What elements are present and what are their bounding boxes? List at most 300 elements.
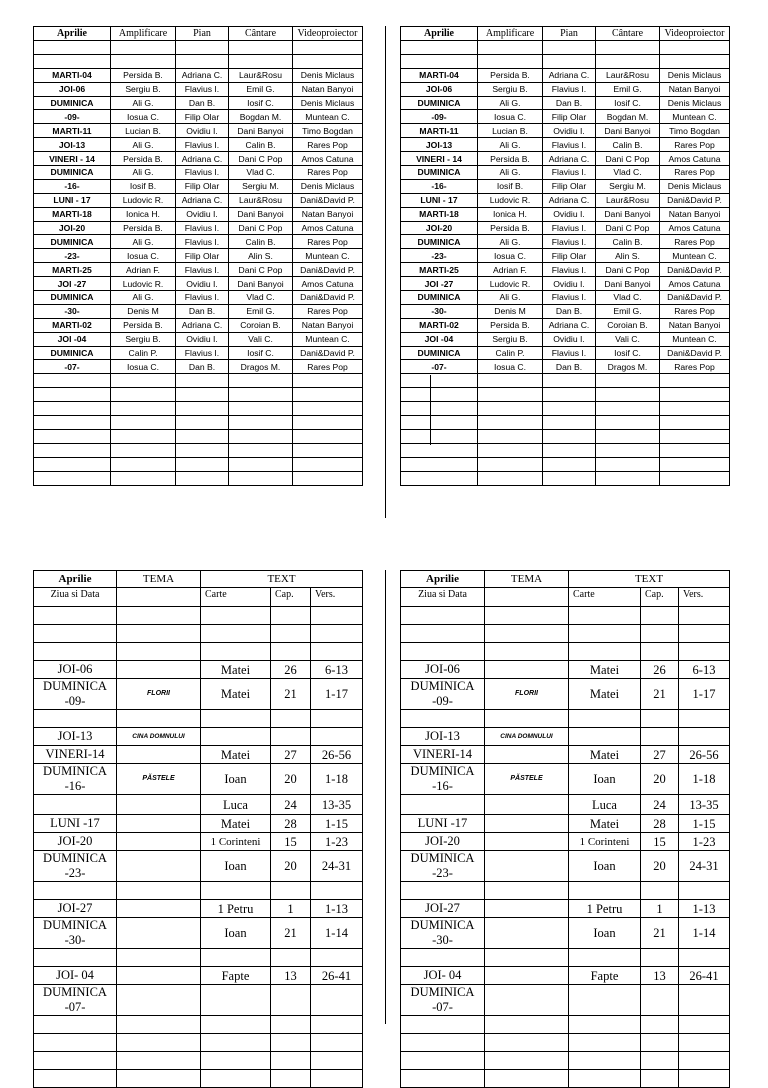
reading-cell-day: JOI-20	[34, 833, 117, 851]
reading-cell-book: Matei	[569, 746, 641, 764]
reading-cell-book	[201, 1052, 271, 1070]
reading-cell-cap	[641, 1070, 679, 1088]
schedule-cell-amplificare: Iosif B.	[111, 179, 176, 193]
schedule-cell-pian	[176, 429, 229, 443]
reading-cell-book	[569, 1034, 641, 1052]
reading-cell-vers	[311, 710, 363, 728]
schedule-cell-pian: Flavius I.	[176, 138, 229, 152]
schedule-row	[34, 82, 363, 96]
schedule-row	[401, 388, 730, 402]
reading-cell-day	[401, 1016, 485, 1034]
reading-cell-theme	[117, 795, 201, 815]
reading-cell-cap	[641, 985, 679, 1016]
schedule-row	[34, 193, 363, 207]
schedule-cell-pian	[176, 457, 229, 471]
schedule-cell-amplificare: Iosua C.	[111, 110, 176, 124]
schedule-cell-pian	[543, 429, 596, 443]
schedule-cell-day	[401, 402, 478, 416]
reading-cell-cap	[271, 607, 311, 625]
reading-cell-theme	[117, 949, 201, 967]
reading-cell-day	[34, 1016, 117, 1034]
schedule-row	[401, 179, 730, 193]
reading-cell-vers	[311, 882, 363, 900]
reading-cell-day: DUMINICA -23-	[401, 851, 485, 882]
reading-cell-book: Matei	[201, 815, 271, 833]
reading-cell-day: JOI-27	[34, 900, 117, 918]
reading-cell-day: JOI-20	[401, 833, 485, 851]
schedule-cell-videoproiector	[660, 457, 730, 471]
subheader-carte: Carte	[201, 588, 271, 607]
schedule-cell-amplificare: Persida B.	[478, 152, 543, 166]
reading-cell-vers: 1-17	[679, 679, 730, 710]
schedule-cell-cantare	[229, 41, 293, 55]
reading-cell-theme: PĂSTELE	[117, 764, 201, 795]
reading-cell-vers	[311, 1070, 363, 1088]
reading-row	[34, 728, 363, 746]
schedule-cell-day	[34, 471, 111, 485]
schedule-cell-videoproiector: Rares Pop	[293, 304, 363, 318]
schedule-row	[34, 263, 363, 277]
schedule-cell-day	[34, 457, 111, 471]
schedule-cell-videoproiector: Rares Pop	[293, 360, 363, 374]
schedule-cell-cantare: Sergiu M.	[229, 179, 293, 193]
schedule-row	[34, 68, 363, 82]
schedule-cell-videoproiector: Rares Pop	[660, 138, 730, 152]
schedule-cell-amplificare: Iosua C.	[111, 360, 176, 374]
schedule-row	[401, 138, 730, 152]
schedule-cell-pian: Filip Olar	[176, 110, 229, 124]
schedule-cell-pian: Flavius I.	[543, 235, 596, 249]
reading-cell-theme	[485, 795, 569, 815]
reading-cell-vers: 1-14	[311, 918, 363, 949]
reading-cell-vers	[311, 625, 363, 643]
reading-cell-day: JOI-13	[401, 728, 485, 746]
schedule-cell-day: DUMINICA	[34, 96, 111, 110]
reading-cell-book: Matei	[569, 679, 641, 710]
vertical-divider-top	[385, 26, 386, 518]
schedule-row	[401, 318, 730, 332]
schedule-cell-cantare: Dani C Pop	[229, 221, 293, 235]
schedule-cell-videoproiector: Muntean C.	[293, 110, 363, 124]
schedule-cell-pian: Adriana C.	[543, 193, 596, 207]
reading-cell-cap	[641, 1052, 679, 1070]
schedule-cell-cantare: Iosif C.	[229, 346, 293, 360]
schedule-cell-day: MARTI-02	[34, 318, 111, 332]
schedule-cell-day	[401, 54, 478, 68]
reading-cell-book	[201, 625, 271, 643]
reading-row	[401, 661, 730, 679]
schedule-cell-cantare: Emil G.	[229, 304, 293, 318]
schedule-cell-videoproiector: Dani&David P.	[660, 193, 730, 207]
reading-cell-vers	[679, 1070, 730, 1088]
reading-row	[401, 949, 730, 967]
schedule-cell-day	[34, 443, 111, 457]
reading-cell-day: DUMINICA -16-	[34, 764, 117, 795]
reading-cell-vers: 1-18	[679, 764, 730, 795]
schedule-cell-pian: Ovidiu I.	[176, 124, 229, 138]
reading-cell-cap	[271, 1016, 311, 1034]
schedule-cell-pian: Dan B.	[176, 360, 229, 374]
reading-cell-theme: CINA DOMNULUI	[485, 728, 569, 746]
schedule-row	[401, 193, 730, 207]
schedule-row	[34, 304, 363, 318]
reading-cell-theme	[485, 625, 569, 643]
schedule-cell-cantare: Vali C.	[596, 332, 660, 346]
reading-cell-vers	[311, 1016, 363, 1034]
schedule-row	[401, 374, 730, 388]
schedule-row	[34, 429, 363, 443]
schedule-cell-amplificare	[478, 443, 543, 457]
schedule-row	[401, 124, 730, 138]
subheader-blank	[485, 588, 569, 607]
schedule-cell-day: VINERI - 14	[401, 152, 478, 166]
schedule-cell-amplificare: Ludovic R.	[478, 193, 543, 207]
schedule-cell-amplificare: Calin P.	[478, 346, 543, 360]
reading-row	[34, 1070, 363, 1088]
schedule-cell-day: JOI-06	[34, 82, 111, 96]
schedule-cell-amplificare: Ali G.	[478, 235, 543, 249]
schedule-cell-pian: Adriana C.	[176, 193, 229, 207]
schedule-cell-videoproiector: Amos Catuna	[293, 277, 363, 291]
schedule-cell-day: VINERI - 14	[34, 152, 111, 166]
reading-cell-book: Ioan	[201, 764, 271, 795]
header-month: Aprilie	[34, 571, 117, 588]
reading-cell-cap: 15	[641, 833, 679, 851]
schedule-cell-day: -16-	[34, 179, 111, 193]
reading-cell-vers	[311, 728, 363, 746]
reading-cell-day	[34, 882, 117, 900]
schedule-cell-videoproiector: Amos Catuna	[660, 277, 730, 291]
schedule-cell-cantare: Coroian B.	[229, 318, 293, 332]
schedule-cell-videoproiector: Natan Banyoi	[293, 82, 363, 96]
schedule-cell-pian: Filip Olar	[176, 179, 229, 193]
schedule-cell-amplificare: Persida B.	[111, 221, 176, 235]
schedule-row	[401, 249, 730, 263]
schedule-cell-videoproiector: Muntean C.	[660, 332, 730, 346]
reading-cell-day: DUMINICA -09-	[34, 679, 117, 710]
schedule-cell-cantare	[596, 41, 660, 55]
schedule-cell-cantare: Dani Banyoi	[229, 124, 293, 138]
reading-cell-vers	[679, 643, 730, 661]
schedule-cell-day: MARTI-04	[34, 68, 111, 82]
schedule-cell-day: JOI-13	[401, 138, 478, 152]
reading-cell-vers: 6-13	[311, 661, 363, 679]
reading-cell-vers: 13-35	[679, 795, 730, 815]
schedule-cell-videoproiector	[660, 402, 730, 416]
schedule-cell-videoproiector	[660, 374, 730, 388]
reading-cell-theme: FLORII	[117, 679, 201, 710]
reading-cell-vers: 26-41	[679, 967, 730, 985]
schedule-cell-cantare: Dani C Pop	[229, 152, 293, 166]
reading-cell-cap	[641, 882, 679, 900]
schedule-row	[34, 152, 363, 166]
reading-cell-book	[201, 882, 271, 900]
schedule-cell-amplificare: Calin P.	[111, 346, 176, 360]
schedule-cell-day: -16-	[401, 179, 478, 193]
subheader-blank	[117, 588, 201, 607]
schedule-cell-videoproiector	[293, 402, 363, 416]
schedule-cell-amplificare	[478, 402, 543, 416]
schedule-cell-amplificare: Iosif B.	[478, 179, 543, 193]
reading-cell-book: Matei	[201, 746, 271, 764]
reading-cell-vers	[679, 710, 730, 728]
schedule-cell-amplificare: Sergiu B.	[478, 82, 543, 96]
reading-cell-cap: 21	[271, 918, 311, 949]
reading-cell-theme: FLORII	[485, 679, 569, 710]
schedule-cell-amplificare: Persida B.	[111, 318, 176, 332]
schedule-cell-videoproiector	[293, 416, 363, 430]
schedule-cell-amplificare	[478, 41, 543, 55]
schedule-cell-amplificare: Persida B.	[478, 68, 543, 82]
reading-row	[401, 746, 730, 764]
reading-cell-book	[201, 728, 271, 746]
schedule-cell-cantare: Vlad C.	[229, 166, 293, 180]
reading-cell-cap: 26	[641, 661, 679, 679]
schedule-cell-amplificare: Persida B.	[478, 221, 543, 235]
schedule-cell-day	[401, 388, 478, 402]
schedule-table-right	[400, 26, 730, 486]
schedule-cell-pian: Ovidiu I.	[176, 332, 229, 346]
schedule-cell-day: MARTI-25	[34, 263, 111, 277]
subheader-carte: Carte	[569, 588, 641, 607]
schedule-cell-pian: Ovidiu I.	[543, 277, 596, 291]
reading-cell-vers: 1-13	[679, 900, 730, 918]
schedule-cell-day	[401, 429, 478, 443]
schedule-cell-videoproiector	[293, 429, 363, 443]
schedule-cell-amplificare: Ionica H.	[478, 207, 543, 221]
schedule-cell-pian	[176, 471, 229, 485]
reading-cell-cap	[641, 949, 679, 967]
subheader-day-date: Ziua si Data	[34, 588, 117, 607]
schedule-row	[34, 318, 363, 332]
reading-row	[34, 625, 363, 643]
reading-cell-cap	[271, 625, 311, 643]
reading-cell-vers: 1-23	[311, 833, 363, 851]
schedule-cell-pian: Flavius I.	[176, 166, 229, 180]
schedule-cell-day: DUMINICA	[34, 346, 111, 360]
schedule-cell-cantare: Laur&Rosu	[596, 68, 660, 82]
schedule-cell-pian: Adriana C.	[176, 152, 229, 166]
schedule-cell-amplificare: Persida B.	[478, 318, 543, 332]
reading-cell-day: DUMINICA -07-	[34, 985, 117, 1016]
schedule-cell-cantare: Emil G.	[229, 82, 293, 96]
reading-cell-theme	[485, 1034, 569, 1052]
reading-row	[34, 967, 363, 985]
schedule-row	[401, 221, 730, 235]
reading-cell-cap	[641, 607, 679, 625]
reading-row	[401, 882, 730, 900]
schedule-cell-pian: Adriana C.	[543, 68, 596, 82]
schedule-row	[34, 332, 363, 346]
schedule-cell-cantare: Sergiu M.	[596, 179, 660, 193]
schedule-cell-videoproiector: Rares Pop	[660, 360, 730, 374]
header-videoproiector: Videoproiector	[660, 27, 730, 41]
schedule-cell-pian: Flavius I.	[543, 166, 596, 180]
schedule-cell-pian: Flavius I.	[543, 221, 596, 235]
subheader-day-date: Ziua si Data	[401, 588, 485, 607]
reading-cell-theme	[485, 985, 569, 1016]
reading-cell-day: VINERI-14	[34, 746, 117, 764]
reading-cell-day	[401, 710, 485, 728]
schedule-cell-cantare: Dani C Pop	[596, 263, 660, 277]
reading-cell-theme	[117, 710, 201, 728]
schedule-cell-cantare: Alin S.	[596, 249, 660, 263]
schedule-cell-amplificare	[111, 471, 176, 485]
schedule-cell-day	[34, 374, 111, 388]
schedule-cell-day	[401, 443, 478, 457]
reading-cell-vers	[311, 1034, 363, 1052]
reading-cell-theme	[117, 815, 201, 833]
reading-cell-vers	[311, 1052, 363, 1070]
schedule-cell-pian	[543, 54, 596, 68]
reading-row	[401, 1016, 730, 1034]
reading-cell-theme	[485, 1052, 569, 1070]
schedule-cell-videoproiector: Amos Catuna	[293, 221, 363, 235]
schedule-cell-cantare	[229, 374, 293, 388]
schedule-cell-pian: Flavius I.	[543, 346, 596, 360]
reading-row	[34, 661, 363, 679]
schedule-cell-pian	[543, 457, 596, 471]
schedule-cell-day: JOI -27	[34, 277, 111, 291]
schedule-cell-cantare	[596, 416, 660, 430]
reading-cell-vers	[679, 949, 730, 967]
reading-cell-cap: 24	[271, 795, 311, 815]
reading-cell-book: Matei	[569, 815, 641, 833]
reading-cell-cap: 1	[271, 900, 311, 918]
reading-cell-cap	[271, 985, 311, 1016]
reading-cell-cap: 21	[641, 679, 679, 710]
reading-row	[34, 1052, 363, 1070]
reading-cell-day: VINERI-14	[401, 746, 485, 764]
reading-cell-cap: 27	[271, 746, 311, 764]
header-month: Aprilie	[34, 27, 111, 41]
schedule-cell-videoproiector: Muntean C.	[293, 249, 363, 263]
reading-cell-day	[401, 949, 485, 967]
reading-row	[401, 728, 730, 746]
schedule-cell-day: MARTI-02	[401, 318, 478, 332]
header-tema: TEMA	[485, 571, 569, 588]
schedule-cell-cantare: Dragos M.	[596, 360, 660, 374]
schedule-cell-amplificare: Lucian B.	[111, 124, 176, 138]
schedule-cell-day	[401, 41, 478, 55]
schedule-cell-videoproiector	[293, 471, 363, 485]
reading-cell-book: 1 Petru	[569, 900, 641, 918]
reading-cell-vers: 1-17	[311, 679, 363, 710]
reading-cell-vers: 26-56	[311, 746, 363, 764]
schedule-cell-videoproiector	[660, 388, 730, 402]
schedule-cell-day: -07-	[34, 360, 111, 374]
schedule-cell-videoproiector: Dani&David P.	[293, 193, 363, 207]
vertical-divider-bottom	[385, 570, 386, 1024]
schedule-cell-amplificare	[111, 402, 176, 416]
schedule-cell-day	[401, 457, 478, 471]
schedule-cell-cantare: Dani Banyoi	[229, 207, 293, 221]
schedule-row	[34, 374, 363, 388]
schedule-cell-amplificare	[478, 388, 543, 402]
schedule-cell-cantare: Calin B.	[229, 235, 293, 249]
schedule-cell-cantare	[229, 54, 293, 68]
reading-cell-vers: 6-13	[679, 661, 730, 679]
schedule-cell-videoproiector	[293, 54, 363, 68]
subheader-cap: Cap.	[271, 588, 311, 607]
schedule-cell-day: DUMINICA	[401, 235, 478, 249]
schedule-cell-cantare: Vlad C.	[596, 291, 660, 305]
schedule-cell-amplificare: Denis M	[111, 304, 176, 318]
reading-cell-vers: 1-14	[679, 918, 730, 949]
reading-cell-vers: 1-13	[311, 900, 363, 918]
reading-cell-day: DUMINICA -09-	[401, 679, 485, 710]
reading-cell-theme	[117, 833, 201, 851]
reading-cell-day	[34, 1052, 117, 1070]
schedule-cell-videoproiector: Denis Miclaus	[660, 179, 730, 193]
reading-cell-theme	[117, 1016, 201, 1034]
schedule-cell-amplificare: Persida B.	[111, 152, 176, 166]
schedule-cell-amplificare: Ali G.	[111, 96, 176, 110]
schedule-cell-videoproiector: Rares Pop	[293, 235, 363, 249]
schedule-cell-amplificare: Persida B.	[111, 68, 176, 82]
schedule-cell-videoproiector: Dani&David P.	[293, 291, 363, 305]
schedule-cell-day: -09-	[401, 110, 478, 124]
reading-cell-vers	[679, 1052, 730, 1070]
schedule-cell-pian: Flavius I.	[543, 82, 596, 96]
schedule-row	[34, 402, 363, 416]
schedule-cell-videoproiector	[660, 471, 730, 485]
reading-cell-book: Ioan	[569, 764, 641, 795]
reading-row	[34, 900, 363, 918]
schedule-cell-videoproiector: Muntean C.	[660, 249, 730, 263]
schedule-cell-amplificare	[111, 443, 176, 457]
schedule-cell-videoproiector: Denis Miclaus	[660, 68, 730, 82]
reading-cell-vers	[679, 1016, 730, 1034]
schedule-cell-cantare	[229, 402, 293, 416]
reading-cell-book: Matei	[569, 661, 641, 679]
schedule-cell-cantare: Iosif C.	[596, 96, 660, 110]
schedule-cell-day	[34, 416, 111, 430]
reading-cell-day	[34, 1034, 117, 1052]
reading-row	[401, 607, 730, 625]
reading-cell-day: JOI-06	[401, 661, 485, 679]
schedule-cell-amplificare: Ali G.	[478, 96, 543, 110]
reading-row	[401, 1070, 730, 1088]
schedule-cell-cantare	[229, 457, 293, 471]
schedule-cell-day: -23-	[34, 249, 111, 263]
reading-row	[34, 882, 363, 900]
reading-cell-theme: PĂSTELE	[485, 764, 569, 795]
schedule-cell-cantare: Dani Banyoi	[596, 277, 660, 291]
reading-cell-day	[401, 882, 485, 900]
schedule-cell-pian: Flavius I.	[543, 263, 596, 277]
reading-cell-book: 1 Petru	[201, 900, 271, 918]
schedule-cell-cantare	[596, 54, 660, 68]
reading-cell-theme	[485, 833, 569, 851]
schedule-cell-amplificare: Ali G.	[111, 166, 176, 180]
reading-row	[34, 949, 363, 967]
reading-cell-cap	[271, 643, 311, 661]
reading-cell-day: JOI-06	[34, 661, 117, 679]
reading-cell-book	[201, 949, 271, 967]
schedule-cell-day: DUMINICA	[34, 291, 111, 305]
schedule-cell-videoproiector	[293, 388, 363, 402]
reading-cell-theme	[117, 1052, 201, 1070]
reading-cell-theme	[485, 607, 569, 625]
reading-row	[34, 607, 363, 625]
schedule-cell-videoproiector: Amos Catuna	[660, 152, 730, 166]
schedule-cell-pian: Flavius I.	[176, 263, 229, 277]
schedule-cell-day: LUNI - 17	[401, 193, 478, 207]
reading-row	[401, 764, 730, 795]
schedule-cell-cantare: Emil G.	[596, 304, 660, 318]
reading-cell-cap	[271, 1034, 311, 1052]
